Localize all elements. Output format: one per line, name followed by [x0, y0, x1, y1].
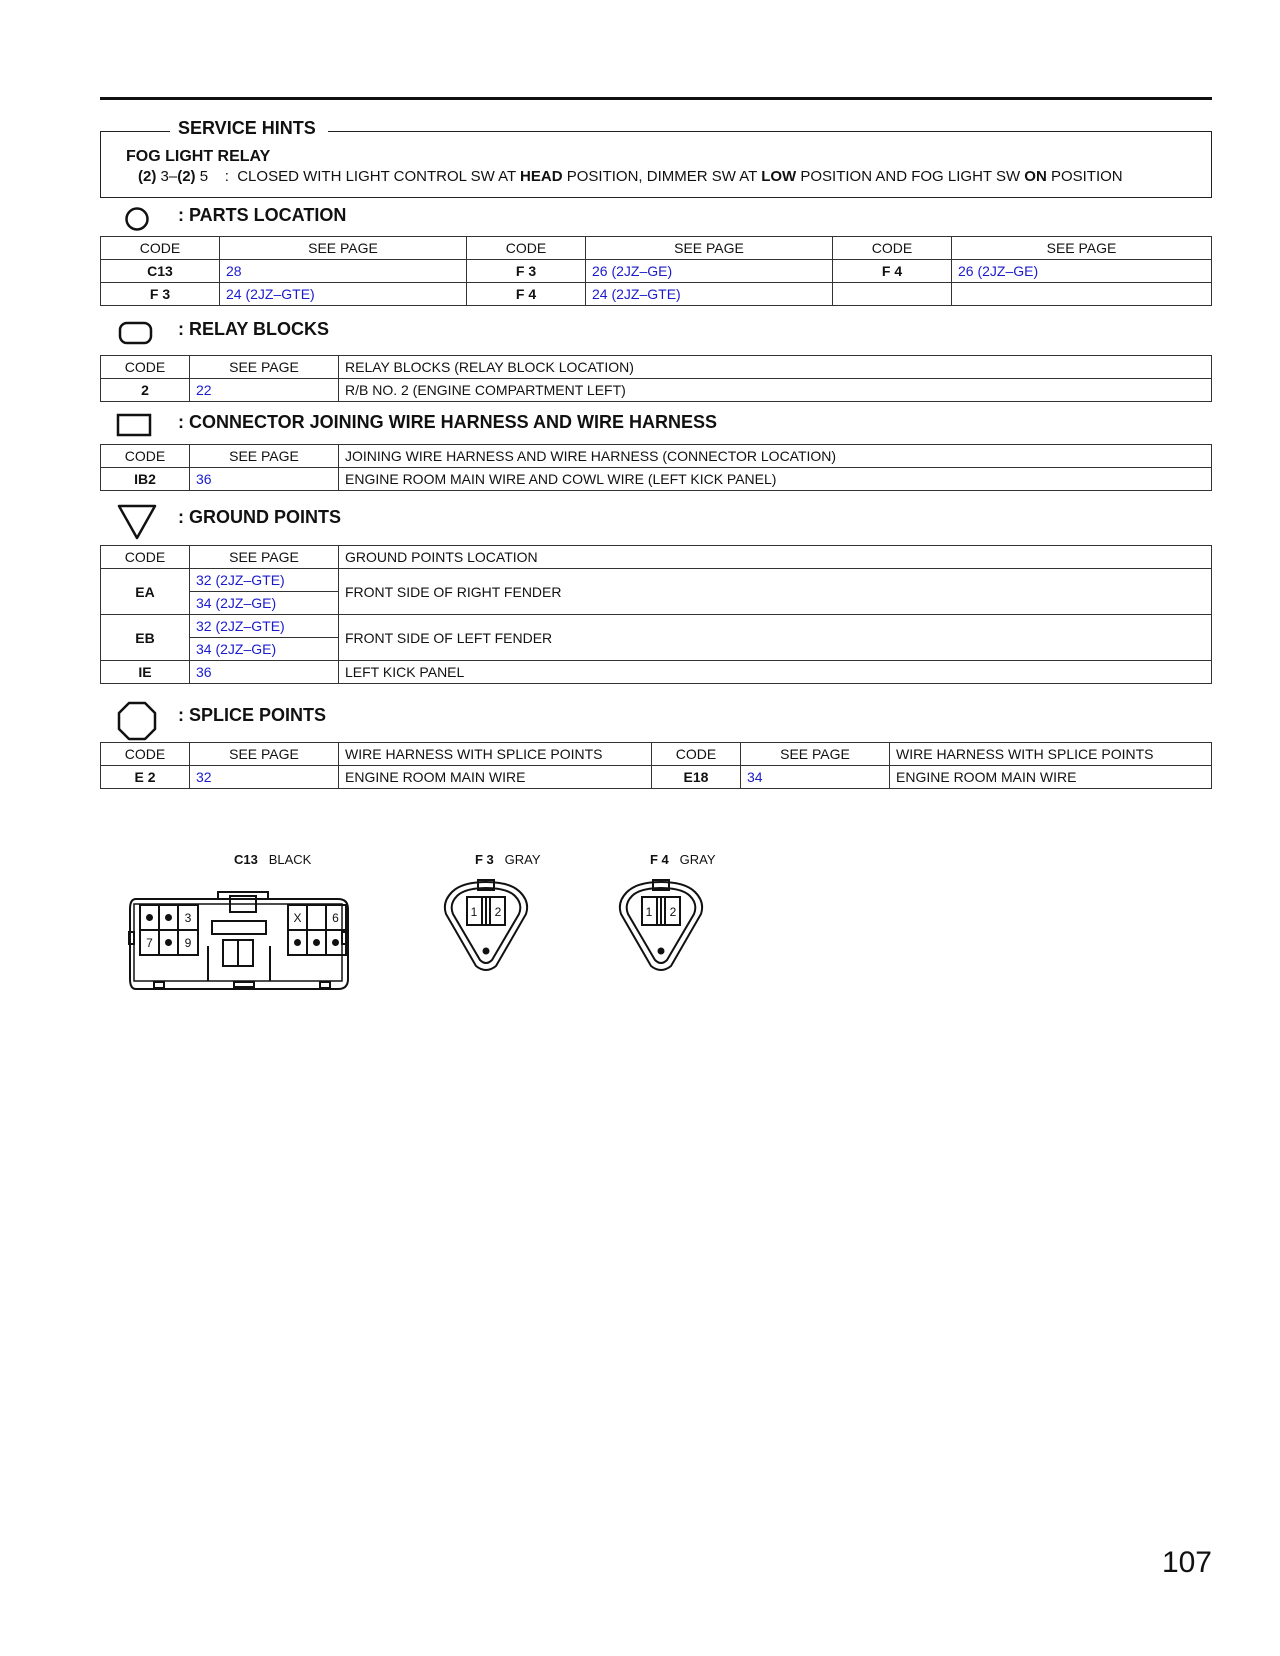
- page-link[interactable]: 36: [190, 661, 339, 684]
- code-cell: F 3: [467, 260, 586, 283]
- connector-c13-label: C13 BLACK: [234, 852, 312, 867]
- code-cell: F 4: [467, 283, 586, 306]
- square-icon: [116, 412, 154, 438]
- header-cell: CODE: [652, 743, 741, 766]
- header-cell: SEE PAGE: [190, 356, 339, 379]
- pin-label: 2: [494, 905, 502, 919]
- location-cell: ENGINE ROOM MAIN WIRE AND COWL WIRE (LEFT KICK PANEL): [339, 468, 1212, 491]
- connector-joining-title: : CONNECTOR JOINING WIRE HARNESS AND WIRE HARNESS: [178, 412, 718, 432]
- table-header-row: [101, 445, 1212, 468]
- table-header-row: [101, 546, 1212, 569]
- connector-joining-table: [100, 444, 1212, 491]
- ground-points-table: [100, 545, 1212, 684]
- page-link[interactable]: 32 (2JZ–GTE): [190, 569, 339, 592]
- header-cell: CODE: [101, 237, 220, 260]
- page-link[interactable]: 32: [190, 766, 339, 789]
- table-row: [101, 766, 1212, 789]
- location-cell: FRONT SIDE OF LEFT FENDER: [339, 615, 1212, 661]
- location-cell: ENGINE ROOM MAIN WIRE: [339, 766, 652, 789]
- table-header-row: [101, 356, 1212, 379]
- page-link[interactable]: 34 (2JZ–GE): [190, 638, 339, 661]
- code-cell: EB: [101, 615, 190, 661]
- page-link[interactable]: 26 (2JZ–GE): [586, 260, 833, 283]
- code-cell: IE: [101, 661, 190, 684]
- triangle-icon: [116, 503, 158, 541]
- relay-blocks-title: : RELAY BLOCKS: [178, 319, 330, 339]
- header-cell: SEE PAGE: [190, 445, 339, 468]
- table-row: [101, 468, 1212, 491]
- code-cell: F 4: [833, 260, 952, 283]
- pin-label: 2: [669, 905, 677, 919]
- page-link[interactable]: 28: [220, 260, 467, 283]
- page-link[interactable]: 34: [741, 766, 890, 789]
- header-cell: CODE: [101, 445, 190, 468]
- header-cell: SEE PAGE: [952, 237, 1212, 260]
- header-cell: GROUND POINTS LOCATION: [339, 546, 1212, 569]
- parts-location-title: : PARTS LOCATION: [178, 205, 347, 225]
- location-cell: R/B NO. 2 (ENGINE COMPARTMENT LEFT): [339, 379, 1212, 402]
- page-link[interactable]: [952, 283, 1212, 306]
- service-hints-subtitle: FOG LIGHT RELAY: [126, 148, 271, 165]
- table-header-row: [101, 743, 1212, 766]
- header-cell: SEE PAGE: [190, 546, 339, 569]
- connector-c13-diagram: [128, 884, 364, 1000]
- code-cell: F 3: [101, 283, 220, 306]
- location-cell: FRONT SIDE OF RIGHT FENDER: [339, 569, 1212, 615]
- code-cell: 2: [101, 379, 190, 402]
- connector-f3-diagram: [438, 878, 534, 976]
- service-hints-line: (2) 3–(2) 5 : CLOSED WITH LIGHT CONTROL SW AT HEAD POSITION, DIMMER SW AT LOW POSITION AND FOG LIGHT SW ON POSITION: [138, 168, 1123, 185]
- header-cell: CODE: [467, 237, 586, 260]
- page-link[interactable]: 32 (2JZ–GTE): [190, 615, 339, 638]
- code-cell: [833, 283, 952, 306]
- header-cell: WIRE HARNESS WITH SPLICE POINTS: [890, 743, 1212, 766]
- location-cell: ENGINE ROOM MAIN WIRE: [890, 766, 1212, 789]
- pin-label: 1: [645, 905, 653, 919]
- page-link[interactable]: 36: [190, 468, 339, 491]
- splice-points-table: [100, 742, 1212, 789]
- code-cell: EA: [101, 569, 190, 615]
- pin-label: 9: [184, 936, 192, 950]
- header-cell: CODE: [101, 546, 190, 569]
- table-row: [101, 661, 1212, 684]
- page-link[interactable]: 24 (2JZ–GTE): [586, 283, 833, 306]
- page-link[interactable]: 26 (2JZ–GE): [952, 260, 1212, 283]
- ground-points-title: : GROUND POINTS: [178, 507, 342, 527]
- header-cell: SEE PAGE: [741, 743, 890, 766]
- header-cell: SEE PAGE: [190, 743, 339, 766]
- connector-f3-label: F 3 GRAY: [475, 852, 541, 867]
- pin-label: 1: [470, 905, 478, 919]
- table-row: [101, 283, 1212, 306]
- octagon-icon: [116, 700, 158, 742]
- table-row: [101, 615, 1212, 638]
- rounded-rect-icon: [118, 320, 154, 346]
- header-cell: WIRE HARNESS WITH SPLICE POINTS: [339, 743, 652, 766]
- header-cell: CODE: [833, 237, 952, 260]
- header-cell: SEE PAGE: [586, 237, 833, 260]
- table-row: [101, 569, 1212, 592]
- code-cell: E18: [652, 766, 741, 789]
- page-number: 107: [1161, 1546, 1212, 1579]
- pin-label: X: [293, 911, 302, 925]
- page-link[interactable]: 22: [190, 379, 339, 402]
- service-hints-title: SERVICE HINTS: [170, 118, 328, 139]
- code-cell: E 2: [101, 766, 190, 789]
- top-rule: [100, 97, 1212, 100]
- code-cell: IB2: [101, 468, 190, 491]
- header-cell: CODE: [101, 743, 190, 766]
- pin-label: 7: [146, 936, 153, 950]
- relay-blocks-table: [100, 355, 1212, 402]
- header-cell: CODE: [101, 356, 190, 379]
- pin-label: 3: [184, 911, 192, 925]
- splice-points-title: : SPLICE POINTS: [178, 705, 327, 725]
- header-cell: SEE PAGE: [220, 237, 467, 260]
- pin-label: 6: [332, 911, 339, 925]
- parts-location-table: [100, 236, 1212, 306]
- connector-f4-diagram: [613, 878, 709, 976]
- page-link[interactable]: 24 (2JZ–GTE): [220, 283, 467, 306]
- table-header-row: [101, 237, 1212, 260]
- location-cell: LEFT KICK PANEL: [339, 661, 1212, 684]
- header-cell: JOINING WIRE HARNESS AND WIRE HARNESS (CONNECTOR LOCATION): [339, 445, 1212, 468]
- code-cell: C13: [101, 260, 220, 283]
- table-row: [101, 379, 1212, 402]
- connector-f4-label: F 4 GRAY: [650, 852, 716, 867]
- table-row: [101, 260, 1212, 283]
- header-cell: RELAY BLOCKS (RELAY BLOCK LOCATION): [339, 356, 1212, 379]
- page-link[interactable]: 34 (2JZ–GE): [190, 592, 339, 615]
- circle-icon: [124, 206, 150, 232]
